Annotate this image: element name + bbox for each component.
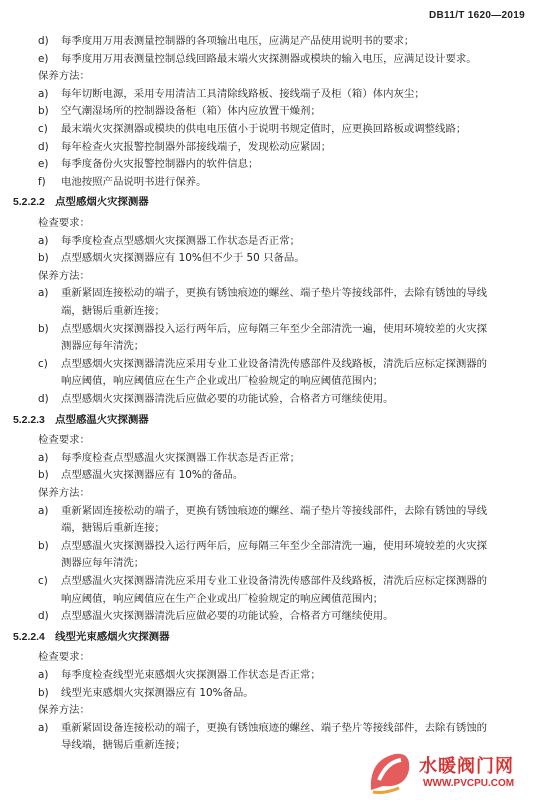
section-number: 5.2.2.3 xyxy=(13,414,45,426)
subsection-label: 保养方法： xyxy=(38,704,90,717)
list-item-text: 点型感温火灾探测器投入运行两年后，应每隔三年至少全部清洗一遍，使用环境较差的火灾探 xyxy=(61,539,488,552)
list-item-text: 重新紧固设备连接松动的端子，更换有锈蚀痕迹的螺丝、端子垫片等接线部件，去除有锈蚀的 xyxy=(61,721,488,734)
site-watermark xyxy=(365,750,535,796)
list-item-text: 每季度检查线型光束感烟火灾探测器工作状态是否正常； xyxy=(61,669,321,681)
list-item-text: 点型感烟火灾探测器清洗应采用专业工业设备清洗传感部件及线路板，清洗后应标定探测器的 xyxy=(61,357,488,370)
subsection-label: 保养方法： xyxy=(38,70,90,83)
list-item-text: 导线端，搪锡后重新连接； xyxy=(61,739,186,752)
list-item-text: 每季度检查点型感温火灾探测器工作状态是否正常； xyxy=(61,451,300,464)
list-item-label: d) xyxy=(38,610,49,623)
list-item-text: 每季度备份火灾报警控制器内的软件信息； xyxy=(61,158,259,171)
list-item-label: d) xyxy=(38,393,49,405)
list-item-text: 每季度用万用表测量控制器的各项输出电压，应满足产品使用说明书的要求； xyxy=(61,35,415,47)
list-item-label: e) xyxy=(38,52,49,65)
section-number: 5.2.2.4 xyxy=(13,631,45,643)
list-item-label: c) xyxy=(38,575,48,587)
list-item-label: a) xyxy=(38,234,49,247)
list-item-text: 响应阈值，响应阈值应在生产企业或出厂检验规定的响应阈值范围内； xyxy=(61,375,384,388)
list-item-text: 每季度检查点型感烟火灾探测器工作状态是否正常； xyxy=(61,234,300,247)
subsection-label: 保养方法： xyxy=(38,487,90,499)
list-item-text: 测器应每年清洗； xyxy=(61,340,145,353)
list-item-text: 端，搪锡后重新连接； xyxy=(61,305,165,317)
list-item-label: b) xyxy=(38,469,49,482)
list-item-label: a) xyxy=(38,451,49,464)
subsection-label: 保养方法： xyxy=(38,269,90,282)
section-heading xyxy=(13,195,149,210)
list-item-label: a) xyxy=(38,669,49,681)
list-item-text: 点型感温火灾探测器应有 10%的备品。 xyxy=(61,469,244,482)
list-item-label: c) xyxy=(38,357,48,370)
list-item-text: 线型光束感烟火灾探测器应有 10%备品。 xyxy=(61,686,254,699)
list-item-label: f) xyxy=(38,175,46,188)
list-item-text: 最末端火灾探测器或模块的供电电压值小于说明书规定值时，应更换回路板或调整线路； xyxy=(61,123,467,135)
list-item-text: 点型感温火灾探测器清洗应采用专业工业设备清洗传感部件及线路板，清洗后应标定探测器的 xyxy=(61,575,488,587)
list-item-label: d) xyxy=(38,35,49,47)
list-item-label: b) xyxy=(38,322,49,335)
list-item-text: 每年检查火灾报警控制器外部接线端子，发现松动应紧固； xyxy=(61,140,332,153)
list-item-label: b) xyxy=(38,252,49,265)
watermark-brand-text: 水暖阀门网 xyxy=(419,756,514,777)
list-item-label: d) xyxy=(38,140,49,153)
list-item-label: b) xyxy=(38,539,49,552)
section-heading xyxy=(13,630,169,645)
list-item-label: a) xyxy=(38,287,49,300)
list-item-text: 重新紧固连接松动的端子，更换有锈蚀痕迹的螺丝、端子垫片等接线部件，去除有锈蚀的导线 xyxy=(61,504,488,517)
list-item-text: 响应阈值，响应阈值应在生产企业或出厂检验规定的响应阈值范围内； xyxy=(61,592,384,605)
list-item-text: 电池按照产品说明书进行保养。 xyxy=(61,175,207,188)
list-item-text: 点型感烟火灾探测器清洗后应做必要的功能试验，合格者方可继续使用。 xyxy=(61,393,394,405)
subsection-label: 检查要求： xyxy=(38,651,90,664)
list-item-text: 点型感烟火灾探测器应有 10%但不少于 50 只备品。 xyxy=(61,252,305,265)
list-item-text: 端，搪锡后重新连接； xyxy=(61,522,165,535)
list-item-label: c) xyxy=(38,123,48,135)
list-item-text: 点型感温火灾探测器清洗后应做必要的功能试验，合格者方可继续使用。 xyxy=(61,610,394,623)
section-number: 5.2.2.2 xyxy=(13,197,45,209)
subsection-label: 检查要求： xyxy=(38,434,90,447)
list-item-text: 点型感烟火灾探测器投入运行两年后，应每隔三年至少全部清洗一遍，使用环境较差的火灾探 xyxy=(61,322,488,335)
list-item-label: a) xyxy=(38,87,49,100)
list-item-text: 每年切断电源，采用专用清洁工具清除线路板、接线端子及柜（箱）体内灰尘； xyxy=(61,87,425,100)
list-item-text: 每季度用万用表测量控制总线回路最末端火灾探测器或模块的输入电压，应满足设计要求。 xyxy=(61,52,477,65)
list-item-label: a) xyxy=(38,721,49,734)
list-item-label: b) xyxy=(38,105,49,118)
document-code: DB11/T 1620—2019 xyxy=(429,10,525,21)
section-title: 线型光束感烟火灾探测器 xyxy=(55,630,170,643)
list-item-label: b) xyxy=(38,686,49,699)
list-item-text: 空气潮湿场所的控制器设备柜（箱）体内应放置干燥剂； xyxy=(61,105,321,118)
list-item-text: 重新紧固连接松动的端子，更换有锈蚀痕迹的螺丝、端子垫片等接线部件，去除有锈蚀的导线 xyxy=(61,287,488,300)
list-item-label: e) xyxy=(38,158,49,171)
subsection-label: 检查要求： xyxy=(38,217,90,229)
section-title: 点型感烟火灾探测器 xyxy=(55,196,149,209)
watermark-logo-icon xyxy=(365,750,415,796)
list-item-text: 测器应每年清洗； xyxy=(61,557,145,570)
watermark-url-text: WWW.PVCPU.COM xyxy=(423,778,515,789)
list-item-label: a) xyxy=(38,504,49,517)
section-heading xyxy=(13,413,149,428)
section-title: 点型感温火灾探测器 xyxy=(55,413,149,426)
